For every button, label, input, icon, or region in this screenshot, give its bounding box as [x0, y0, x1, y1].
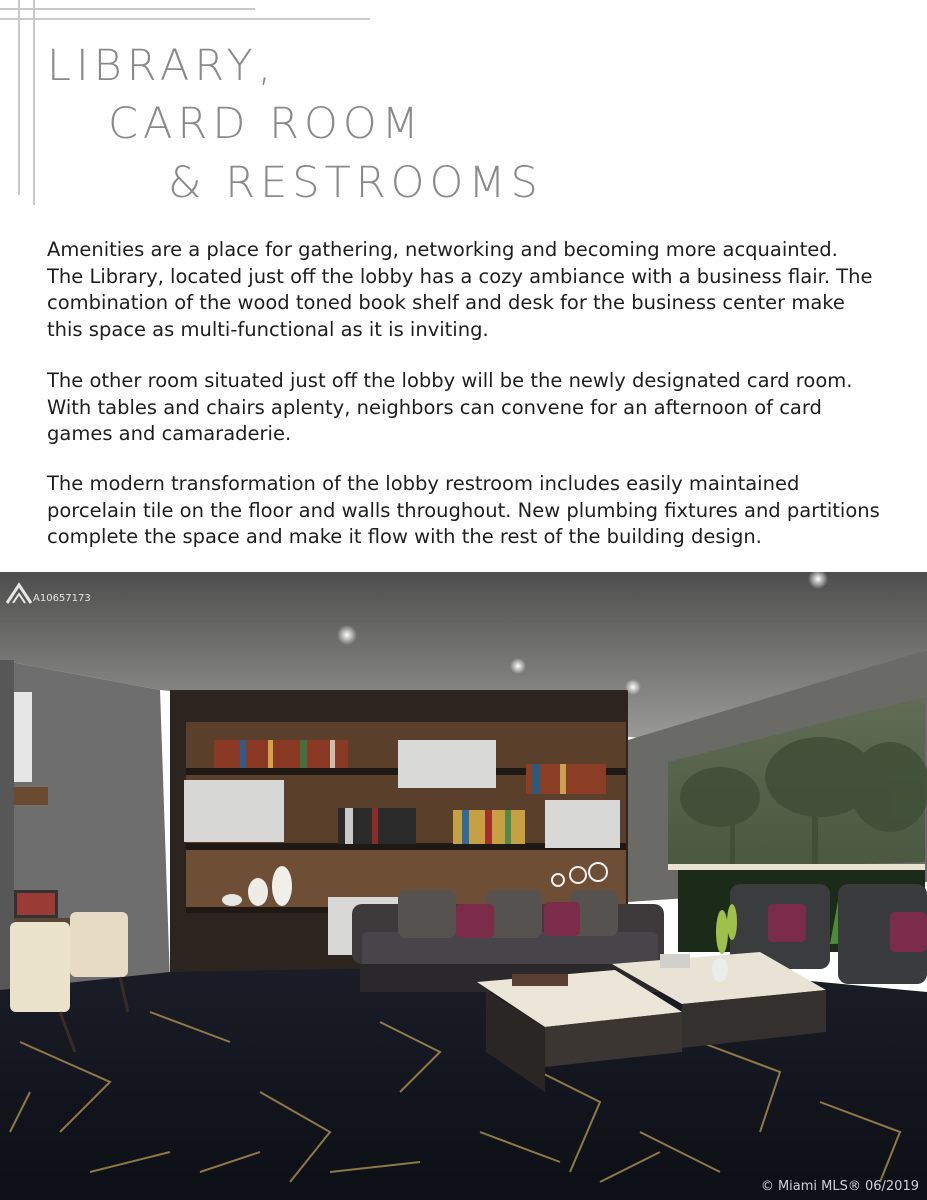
- interior-photo: [0, 572, 927, 1200]
- page-title-line-1: LIBRARY,: [47, 41, 277, 91]
- page-title-line-2: CARD ROOM: [108, 99, 424, 149]
- paragraph-line: combination of the wood toned book shelf and desk for the business center make: [47, 291, 845, 314]
- paragraph-card-room: [47, 368, 925, 448]
- listing-id: A10657173: [33, 593, 91, 604]
- corner-rule-vertical-2: [33, 0, 35, 205]
- corner-rule-horizontal-1: [0, 8, 255, 10]
- paragraph-restrooms: [47, 471, 925, 551]
- mls-logo-icon: [5, 581, 33, 611]
- paragraph-line: complete the space and make it flow with the rest of the building design.: [47, 525, 762, 548]
- paragraph-line: The other room situated just off the lobby will be the newly designated card room.: [47, 369, 853, 392]
- paragraph-line: porcelain tile on the floor and walls throughout. New plumbing fixtures and partitions: [47, 498, 880, 522]
- mls-watermark: © Miami MLS® 06/2019: [760, 1179, 919, 1194]
- paragraph-line: With tables and chairs aplenty, neighbors can convene for an afternoon of card: [47, 395, 822, 419]
- paragraph-line: games and camaraderie.: [47, 422, 292, 445]
- paragraph-line: The Library, located just off the lobby has a cozy ambiance with a business flair. The: [47, 264, 873, 288]
- paragraph-line: The modern transformation of the lobby restroom includes easily maintained: [47, 472, 800, 495]
- paragraph-line: this space as multi-functional as it is inviting.: [47, 317, 489, 341]
- paragraph-library: [47, 237, 925, 343]
- corner-rule-horizontal-2: [0, 18, 370, 20]
- page-title-line-3: & RESTROOMS: [168, 158, 543, 208]
- paragraph-line: Amenities are a place for gathering, networking and becoming more acquainted.: [47, 238, 838, 261]
- corner-rule-vertical-1: [18, 0, 20, 195]
